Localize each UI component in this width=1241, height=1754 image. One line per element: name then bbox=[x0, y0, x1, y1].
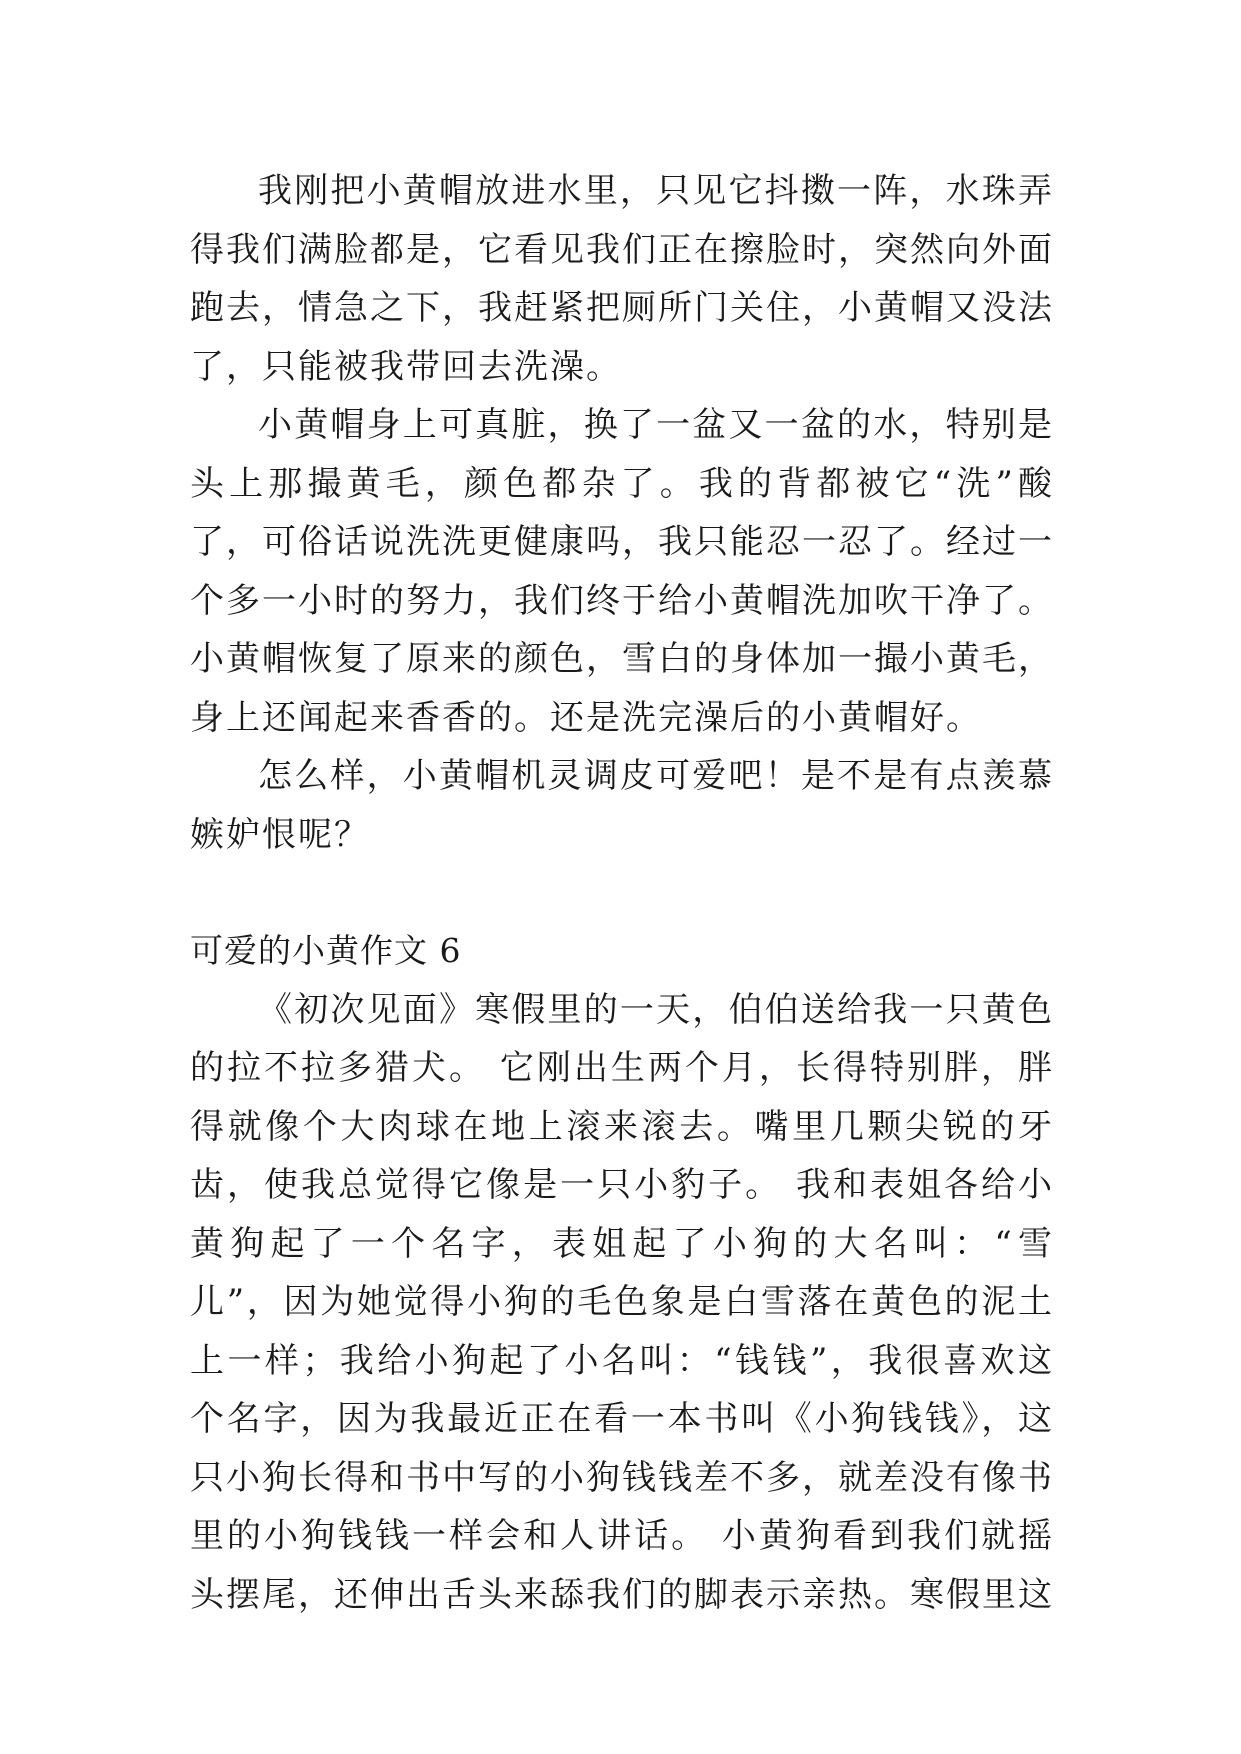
paragraph-first-meeting: 《初次见面》寒假里的一天，伯伯送给我一只黄色的拉不拉多猎犬。 它刚出生两个月，长得特别胖，胖得就像个大肉球在地上滚来滚去。嘴里几颗尖锐的牙齿，使我总觉得它像是一只小豹子。 我和表姐各给小黄狗起了一个名字，表姐起了小狗的大名叫：“雪儿”，因为她觉得小狗的毛色象是白雪落在黄色的泥土上一样；我给小狗起了小名叫：“钱钱”，我很喜欢这个名字，因为我最近正在看一本书叫《小狗钱钱》，这只小狗长得和书中写的小狗钱钱差不多，就差没有像书里的小狗钱钱一样会和人讲话。 小黄狗看到我们就摇头摆尾，还伸出舌头来舔我们的脚表示亲热。寒假里这 bbox=[190, 989, 1054, 1615]
paragraph-bath-washing: 小黄帽身上可真脏，换了一盆又一盆的水，特别是头上那撮黄毛，颜色都杂了。我的背都被它“洗”酸了，可俗话说洗洗更健康吗，我只能忍一忍了。经过一个多一小时的努力，我们终于给小黄帽洗加吹干净了。小黄帽恢复了原来的颜色，雪白的身体加一撮小黄毛，身上还闻起来香香的。还是洗完澡后的小黄帽好。 bbox=[190, 405, 1054, 738]
document-body bbox=[190, 162, 1054, 1624]
section-heading: 可爱的小黄作文 6 bbox=[190, 931, 462, 970]
paragraph-bath-escape: 我刚把小黄帽放进水里，只见它抖擞一阵，水珠弄得我们满脸都是，它看见我们正在擦脸时，突然向外面跑去，情急之下，我赶紧把厕所门关住，小黄帽又没法了，只能被我带回去洗澡。 bbox=[190, 171, 1054, 387]
paragraph-closing-question: 怎么样，小黄帽机灵调皮可爱吧！是不是有点羡慕嫉妒恨呢？ bbox=[190, 756, 1054, 855]
